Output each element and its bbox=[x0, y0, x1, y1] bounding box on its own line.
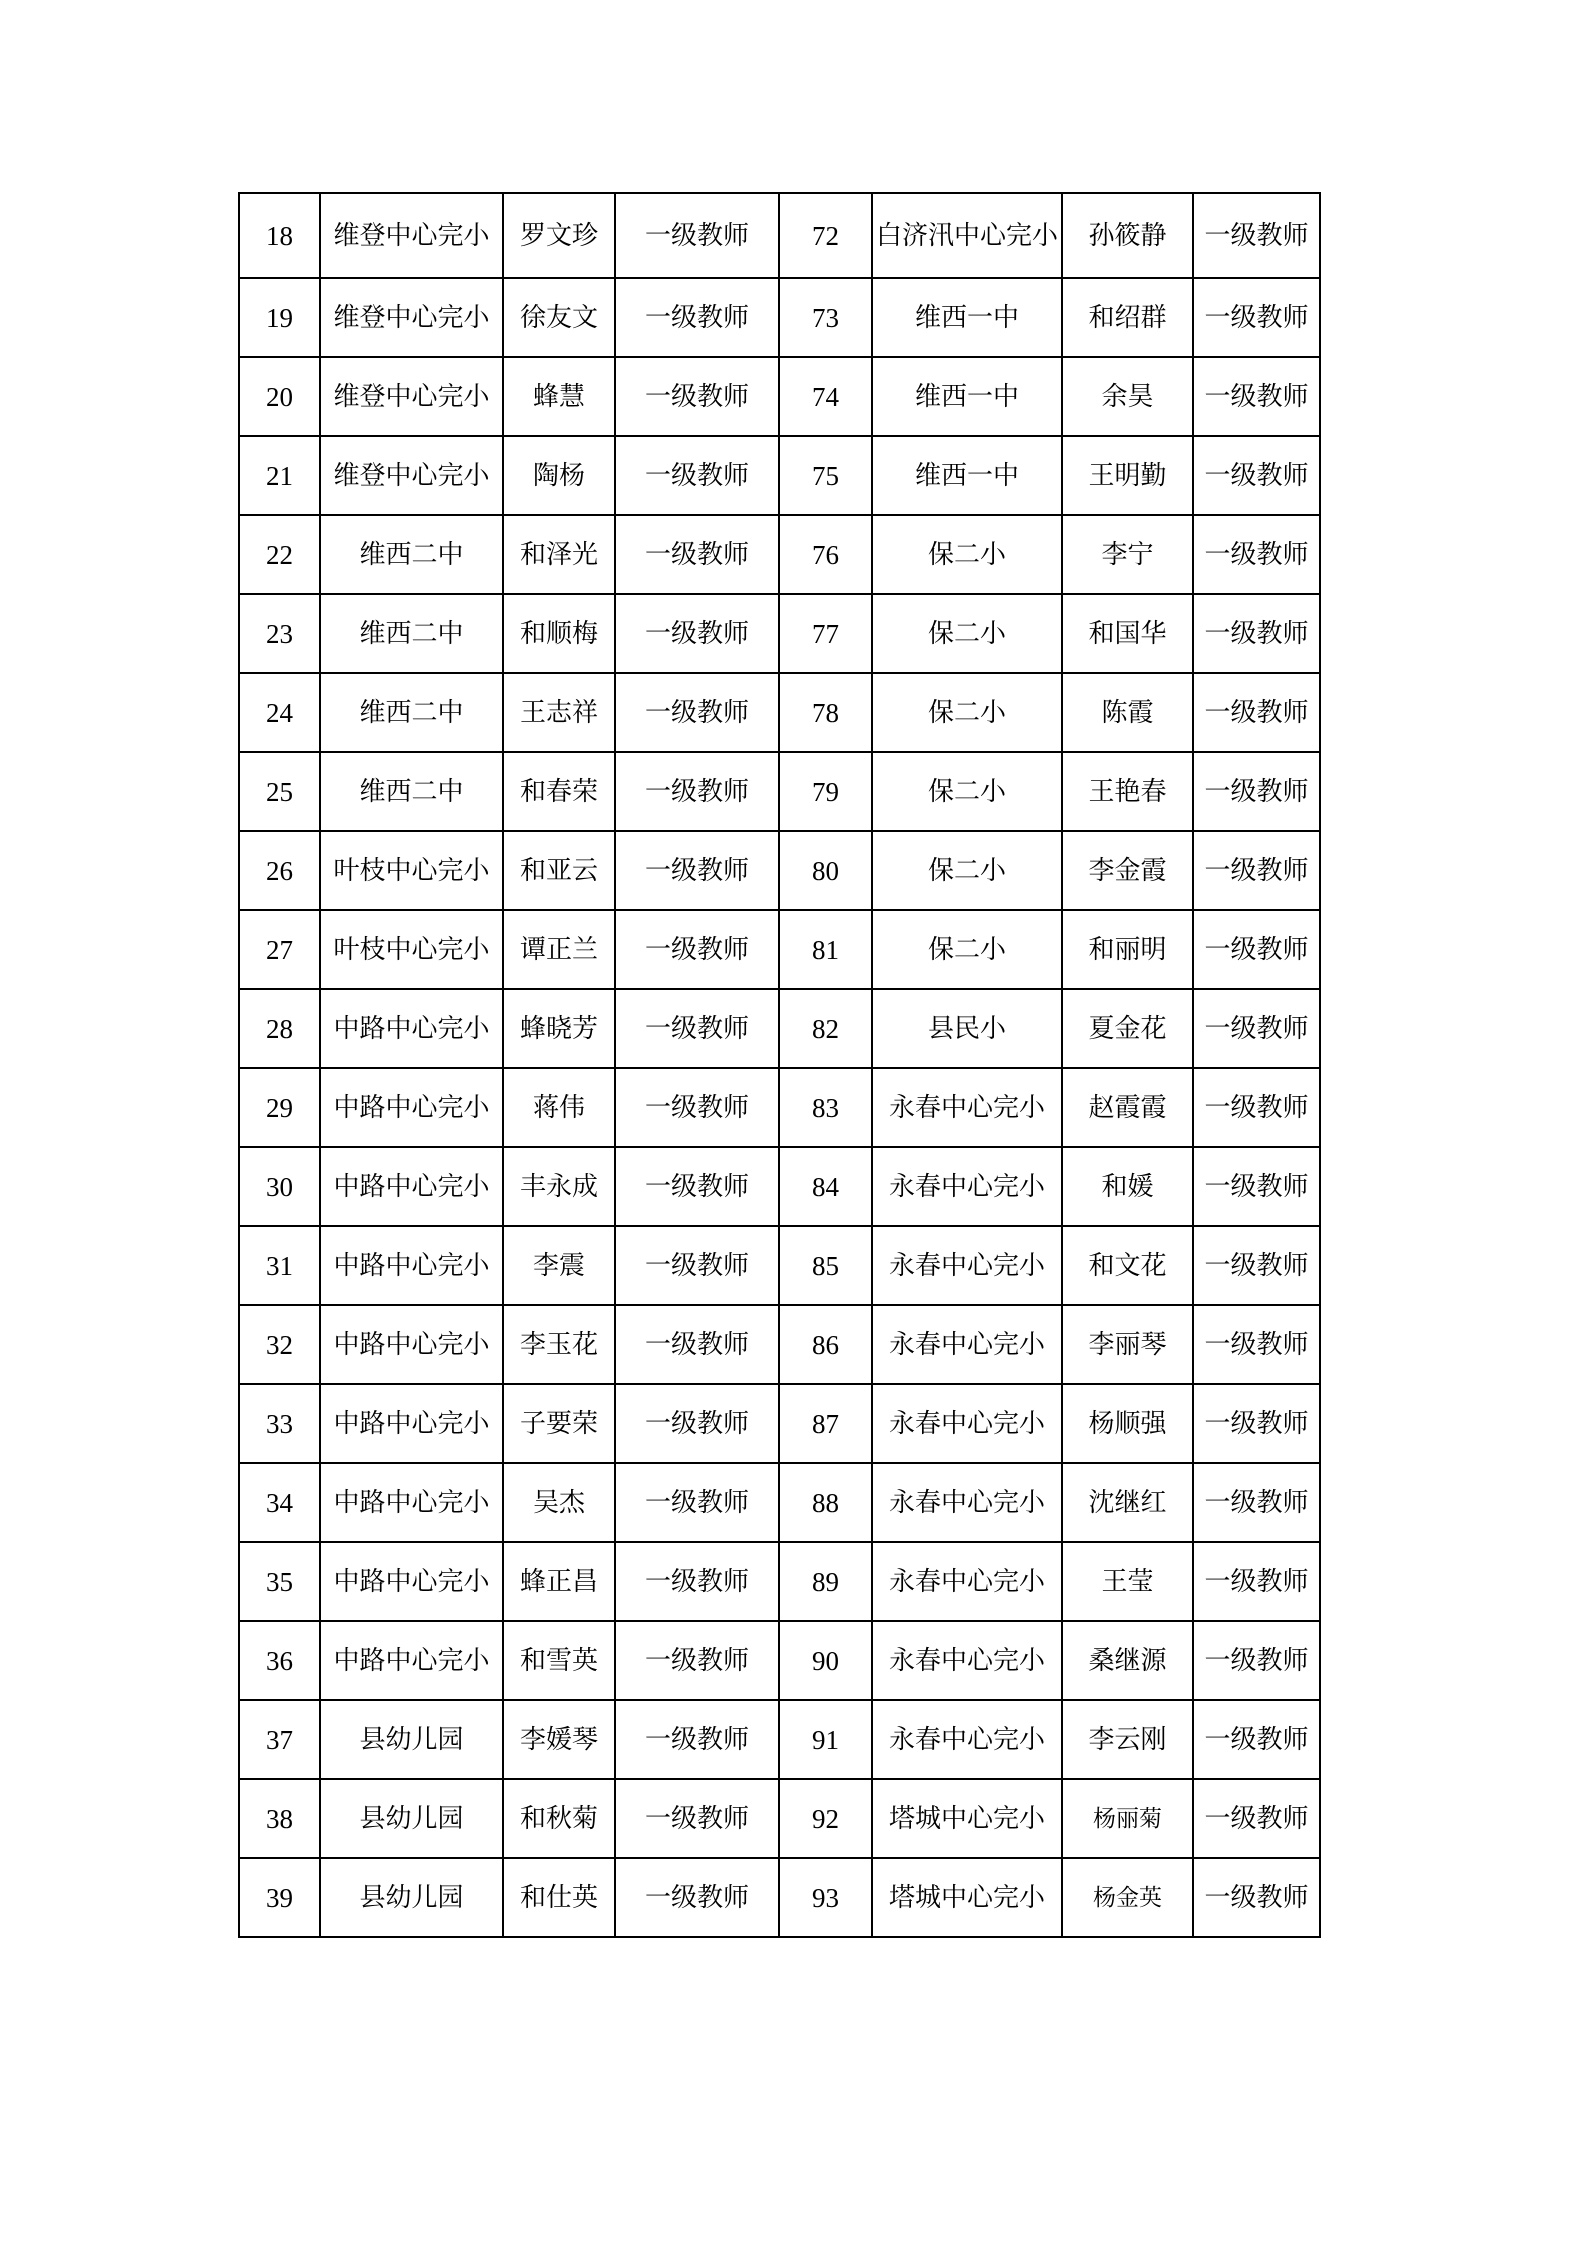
table-row bbox=[239, 673, 1320, 752]
left-school-cell: 维登中心完小 bbox=[320, 357, 503, 436]
left-number-cell: 35 bbox=[239, 1542, 320, 1621]
right-number-cell: 91 bbox=[779, 1700, 872, 1779]
left-name-cell: 子要荣 bbox=[503, 1384, 615, 1463]
right-number-cell: 80 bbox=[779, 831, 872, 910]
table-row bbox=[239, 1384, 1320, 1463]
right-name-cell: 王明勤 bbox=[1062, 436, 1193, 515]
left-title-cell: 一级教师 bbox=[615, 515, 779, 594]
left-name-cell: 和顺梅 bbox=[503, 594, 615, 673]
left-number-cell: 24 bbox=[239, 673, 320, 752]
right-school-cell: 永春中心完小 bbox=[872, 1621, 1062, 1700]
right-title-cell: 一级教师 bbox=[1193, 1147, 1320, 1226]
left-title-cell: 一级教师 bbox=[615, 1147, 779, 1226]
table-row bbox=[239, 1858, 1320, 1937]
right-school-cell: 维西一中 bbox=[872, 278, 1062, 357]
right-name-cell: 李金霞 bbox=[1062, 831, 1193, 910]
left-title-cell: 一级教师 bbox=[615, 910, 779, 989]
right-title-cell: 一级教师 bbox=[1193, 1384, 1320, 1463]
right-school-cell: 维西一中 bbox=[872, 436, 1062, 515]
left-number-cell: 25 bbox=[239, 752, 320, 831]
right-title-cell: 一级教师 bbox=[1193, 673, 1320, 752]
right-name-cell: 李宁 bbox=[1062, 515, 1193, 594]
table-row bbox=[239, 1147, 1320, 1226]
left-name-cell: 和春荣 bbox=[503, 752, 615, 831]
right-title-cell: 一级教师 bbox=[1193, 752, 1320, 831]
left-school-cell: 中路中心完小 bbox=[320, 1305, 503, 1384]
right-number-cell: 85 bbox=[779, 1226, 872, 1305]
left-number-cell: 20 bbox=[239, 357, 320, 436]
right-name-cell: 赵霞霞 bbox=[1062, 1068, 1193, 1147]
left-number-cell: 19 bbox=[239, 278, 320, 357]
left-title-cell: 一级教师 bbox=[615, 1621, 779, 1700]
right-school-cell: 保二小 bbox=[872, 673, 1062, 752]
right-title-cell: 一级教师 bbox=[1193, 436, 1320, 515]
left-number-cell: 26 bbox=[239, 831, 320, 910]
right-number-cell: 78 bbox=[779, 673, 872, 752]
right-number-cell: 86 bbox=[779, 1305, 872, 1384]
right-name-cell: 沈继红 bbox=[1062, 1463, 1193, 1542]
left-title-cell: 一级教师 bbox=[615, 831, 779, 910]
right-number-cell: 88 bbox=[779, 1463, 872, 1542]
left-name-cell: 蒋伟 bbox=[503, 1068, 615, 1147]
left-school-cell: 叶枝中心完小 bbox=[320, 910, 503, 989]
right-name-cell: 杨丽菊 bbox=[1062, 1779, 1193, 1858]
right-title-cell: 一级教师 bbox=[1193, 1305, 1320, 1384]
left-school-cell: 中路中心完小 bbox=[320, 1226, 503, 1305]
right-number-cell: 90 bbox=[779, 1621, 872, 1700]
right-title-cell: 一级教师 bbox=[1193, 278, 1320, 357]
left-name-cell: 李震 bbox=[503, 1226, 615, 1305]
right-school-cell: 保二小 bbox=[872, 515, 1062, 594]
right-school-cell: 永春中心完小 bbox=[872, 1384, 1062, 1463]
left-school-cell: 维西二中 bbox=[320, 515, 503, 594]
right-name-cell: 和文花 bbox=[1062, 1226, 1193, 1305]
left-name-cell: 蜂晓芳 bbox=[503, 989, 615, 1068]
right-title-cell: 一级教师 bbox=[1193, 515, 1320, 594]
left-title-cell: 一级教师 bbox=[615, 436, 779, 515]
right-name-cell: 李丽琴 bbox=[1062, 1305, 1193, 1384]
table-row bbox=[239, 193, 1320, 278]
right-name-cell: 王艳春 bbox=[1062, 752, 1193, 831]
right-school-cell: 白济汛中心完小 bbox=[872, 193, 1062, 278]
left-school-cell: 叶枝中心完小 bbox=[320, 831, 503, 910]
left-title-cell: 一级教师 bbox=[615, 278, 779, 357]
right-school-cell: 永春中心完小 bbox=[872, 1305, 1062, 1384]
left-number-cell: 37 bbox=[239, 1700, 320, 1779]
left-number-cell: 39 bbox=[239, 1858, 320, 1937]
right-school-cell: 永春中心完小 bbox=[872, 1068, 1062, 1147]
left-school-cell: 维西二中 bbox=[320, 752, 503, 831]
right-name-cell: 李云刚 bbox=[1062, 1700, 1193, 1779]
left-school-cell: 中路中心完小 bbox=[320, 1463, 503, 1542]
left-number-cell: 30 bbox=[239, 1147, 320, 1226]
right-school-cell: 县民小 bbox=[872, 989, 1062, 1068]
table-row bbox=[239, 278, 1320, 357]
left-name-cell: 和秋菊 bbox=[503, 1779, 615, 1858]
right-school-cell: 永春中心完小 bbox=[872, 1542, 1062, 1621]
right-school-cell: 永春中心完小 bbox=[872, 1226, 1062, 1305]
table-row bbox=[239, 1305, 1320, 1384]
left-title-cell: 一级教师 bbox=[615, 989, 779, 1068]
table-row bbox=[239, 1621, 1320, 1700]
left-school-cell: 维西二中 bbox=[320, 673, 503, 752]
right-name-cell: 余昊 bbox=[1062, 357, 1193, 436]
right-school-cell: 维西一中 bbox=[872, 357, 1062, 436]
right-title-cell: 一级教师 bbox=[1193, 357, 1320, 436]
table-body bbox=[239, 193, 1320, 1937]
right-school-cell: 塔城中心完小 bbox=[872, 1779, 1062, 1858]
table-row bbox=[239, 831, 1320, 910]
left-name-cell: 王志祥 bbox=[503, 673, 615, 752]
right-number-cell: 87 bbox=[779, 1384, 872, 1463]
left-name-cell: 吴杰 bbox=[503, 1463, 615, 1542]
left-title-cell: 一级教师 bbox=[615, 1384, 779, 1463]
table-row bbox=[239, 1779, 1320, 1858]
table-row bbox=[239, 1068, 1320, 1147]
left-school-cell: 县幼儿园 bbox=[320, 1779, 503, 1858]
right-name-cell: 和丽明 bbox=[1062, 910, 1193, 989]
left-number-cell: 21 bbox=[239, 436, 320, 515]
right-title-cell: 一级教师 bbox=[1193, 989, 1320, 1068]
right-school-cell: 永春中心完小 bbox=[872, 1700, 1062, 1779]
right-title-cell: 一级教师 bbox=[1193, 910, 1320, 989]
table-row bbox=[239, 1463, 1320, 1542]
right-school-cell: 保二小 bbox=[872, 831, 1062, 910]
left-title-cell: 一级教师 bbox=[615, 752, 779, 831]
left-school-cell: 维西二中 bbox=[320, 594, 503, 673]
left-name-cell: 罗文珍 bbox=[503, 193, 615, 278]
left-school-cell: 中路中心完小 bbox=[320, 989, 503, 1068]
left-number-cell: 29 bbox=[239, 1068, 320, 1147]
left-name-cell: 陶杨 bbox=[503, 436, 615, 515]
left-title-cell: 一级教师 bbox=[615, 594, 779, 673]
right-title-cell: 一级教师 bbox=[1193, 193, 1320, 278]
right-number-cell: 89 bbox=[779, 1542, 872, 1621]
left-name-cell: 和仕英 bbox=[503, 1858, 615, 1937]
table-row bbox=[239, 989, 1320, 1068]
table-row bbox=[239, 1542, 1320, 1621]
right-number-cell: 76 bbox=[779, 515, 872, 594]
right-name-cell: 王莹 bbox=[1062, 1542, 1193, 1621]
right-number-cell: 83 bbox=[779, 1068, 872, 1147]
left-name-cell: 丰永成 bbox=[503, 1147, 615, 1226]
right-number-cell: 84 bbox=[779, 1147, 872, 1226]
left-title-cell: 一级教师 bbox=[615, 1542, 779, 1621]
left-title-cell: 一级教师 bbox=[615, 193, 779, 278]
left-school-cell: 维登中心完小 bbox=[320, 193, 503, 278]
left-title-cell: 一级教师 bbox=[615, 673, 779, 752]
right-number-cell: 82 bbox=[779, 989, 872, 1068]
left-number-cell: 36 bbox=[239, 1621, 320, 1700]
right-number-cell: 92 bbox=[779, 1779, 872, 1858]
left-name-cell: 李媛琴 bbox=[503, 1700, 615, 1779]
right-name-cell: 杨顺强 bbox=[1062, 1384, 1193, 1463]
right-school-cell: 永春中心完小 bbox=[872, 1147, 1062, 1226]
left-title-cell: 一级教师 bbox=[615, 1858, 779, 1937]
left-name-cell: 和泽光 bbox=[503, 515, 615, 594]
left-number-cell: 23 bbox=[239, 594, 320, 673]
table-row bbox=[239, 910, 1320, 989]
left-school-cell: 中路中心完小 bbox=[320, 1384, 503, 1463]
left-school-cell: 中路中心完小 bbox=[320, 1542, 503, 1621]
left-title-cell: 一级教师 bbox=[615, 1463, 779, 1542]
left-number-cell: 27 bbox=[239, 910, 320, 989]
right-number-cell: 77 bbox=[779, 594, 872, 673]
right-number-cell: 72 bbox=[779, 193, 872, 278]
right-name-cell: 桑继源 bbox=[1062, 1621, 1193, 1700]
right-name-cell: 和媛 bbox=[1062, 1147, 1193, 1226]
table-row bbox=[239, 594, 1320, 673]
left-title-cell: 一级教师 bbox=[615, 1700, 779, 1779]
right-name-cell: 夏金花 bbox=[1062, 989, 1193, 1068]
right-name-cell: 杨金英 bbox=[1062, 1858, 1193, 1937]
left-number-cell: 34 bbox=[239, 1463, 320, 1542]
left-school-cell: 县幼儿园 bbox=[320, 1700, 503, 1779]
left-school-cell: 维登中心完小 bbox=[320, 278, 503, 357]
right-number-cell: 93 bbox=[779, 1858, 872, 1937]
left-school-cell: 维登中心完小 bbox=[320, 436, 503, 515]
right-title-cell: 一级教师 bbox=[1193, 831, 1320, 910]
left-name-cell: 蜂正昌 bbox=[503, 1542, 615, 1621]
right-title-cell: 一级教师 bbox=[1193, 1463, 1320, 1542]
table-row bbox=[239, 357, 1320, 436]
right-title-cell: 一级教师 bbox=[1193, 1542, 1320, 1621]
left-name-cell: 李玉花 bbox=[503, 1305, 615, 1384]
right-title-cell: 一级教师 bbox=[1193, 1621, 1320, 1700]
left-name-cell: 谭正兰 bbox=[503, 910, 615, 989]
right-name-cell: 和绍群 bbox=[1062, 278, 1193, 357]
table-row bbox=[239, 752, 1320, 831]
left-school-cell: 中路中心完小 bbox=[320, 1621, 503, 1700]
right-title-cell: 一级教师 bbox=[1193, 1700, 1320, 1779]
right-number-cell: 75 bbox=[779, 436, 872, 515]
right-title-cell: 一级教师 bbox=[1193, 1779, 1320, 1858]
left-name-cell: 徐友文 bbox=[503, 278, 615, 357]
table-row bbox=[239, 515, 1320, 594]
left-school-cell: 中路中心完小 bbox=[320, 1147, 503, 1226]
right-school-cell: 保二小 bbox=[872, 910, 1062, 989]
left-number-cell: 33 bbox=[239, 1384, 320, 1463]
left-name-cell: 蜂慧 bbox=[503, 357, 615, 436]
teacher-roster-table bbox=[238, 192, 1321, 1938]
left-title-cell: 一级教师 bbox=[615, 1779, 779, 1858]
left-name-cell: 和亚云 bbox=[503, 831, 615, 910]
right-name-cell: 和国华 bbox=[1062, 594, 1193, 673]
left-number-cell: 38 bbox=[239, 1779, 320, 1858]
right-number-cell: 81 bbox=[779, 910, 872, 989]
left-school-cell: 县幼儿园 bbox=[320, 1858, 503, 1937]
right-school-cell: 保二小 bbox=[872, 594, 1062, 673]
table-row bbox=[239, 436, 1320, 515]
right-school-cell: 永春中心完小 bbox=[872, 1463, 1062, 1542]
right-school-cell: 保二小 bbox=[872, 752, 1062, 831]
left-number-cell: 18 bbox=[239, 193, 320, 278]
left-school-cell: 中路中心完小 bbox=[320, 1068, 503, 1147]
left-title-cell: 一级教师 bbox=[615, 357, 779, 436]
left-title-cell: 一级教师 bbox=[615, 1068, 779, 1147]
left-title-cell: 一级教师 bbox=[615, 1226, 779, 1305]
table-row bbox=[239, 1700, 1320, 1779]
right-school-cell: 塔城中心完小 bbox=[872, 1858, 1062, 1937]
left-number-cell: 32 bbox=[239, 1305, 320, 1384]
right-name-cell: 陈霞 bbox=[1062, 673, 1193, 752]
right-title-cell: 一级教师 bbox=[1193, 1858, 1320, 1937]
left-number-cell: 28 bbox=[239, 989, 320, 1068]
right-title-cell: 一级教师 bbox=[1193, 594, 1320, 673]
left-number-cell: 22 bbox=[239, 515, 320, 594]
right-name-cell: 孙筱静 bbox=[1062, 193, 1193, 278]
right-number-cell: 73 bbox=[779, 278, 872, 357]
left-number-cell: 31 bbox=[239, 1226, 320, 1305]
table-row bbox=[239, 1226, 1320, 1305]
left-name-cell: 和雪英 bbox=[503, 1621, 615, 1700]
right-number-cell: 79 bbox=[779, 752, 872, 831]
left-title-cell: 一级教师 bbox=[615, 1305, 779, 1384]
right-title-cell: 一级教师 bbox=[1193, 1226, 1320, 1305]
right-title-cell: 一级教师 bbox=[1193, 1068, 1320, 1147]
right-number-cell: 74 bbox=[779, 357, 872, 436]
